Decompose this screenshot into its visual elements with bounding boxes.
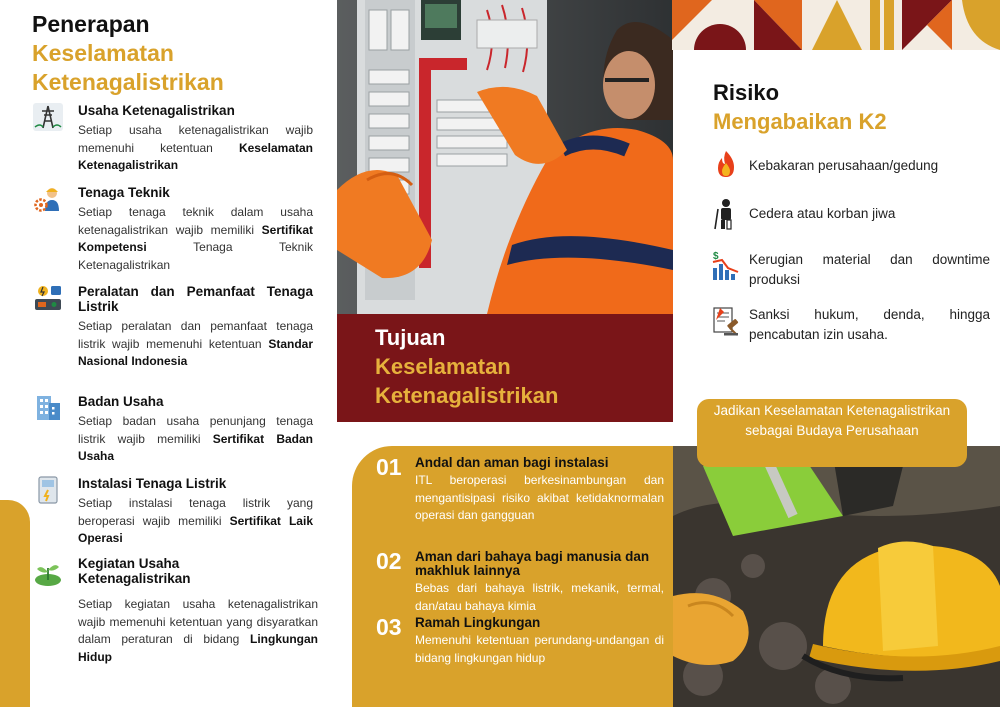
risk-text: Sanksi hukum, denda, hingga pencabutan izin usaha. — [749, 307, 990, 342]
item-heading: Badan Usaha — [78, 394, 164, 409]
geometric-pattern-graphic — [672, 0, 1000, 50]
item-text: Setiap usaha ketenagalistrikan wajib memenuhi ketentuan Keselamatan Ketenagalistrikan — [78, 123, 313, 172]
goals-panel — [352, 446, 673, 707]
title-line-3: Ketenagalistrikan — [32, 69, 224, 95]
risiko-line-1: Risiko — [713, 80, 780, 105]
goal-item — [352, 616, 664, 667]
electrical-equipment-icon — [33, 284, 63, 312]
electrician-illustration — [337, 0, 673, 314]
svg-text:$: $ — [713, 251, 719, 262]
goal-number: 02 — [376, 548, 402, 574]
goal-item — [352, 550, 664, 615]
goal-text: Bebas dari bahaya listrik, mekanik, termal, dan/atau bahaya kimia — [415, 581, 664, 613]
risiko-title — [713, 78, 887, 136]
eco-plant-icon — [33, 560, 63, 588]
helmet-photo — [673, 446, 1000, 707]
goal-number: 01 — [376, 454, 402, 480]
goal-number: 03 — [376, 614, 402, 640]
item-tenaga-teknik — [33, 185, 313, 274]
risk-text: Kebakaran perusahaan/gedung — [749, 158, 939, 173]
electrician-photo — [337, 0, 673, 314]
left-panel — [0, 0, 336, 707]
tujuan-banner — [337, 314, 673, 422]
financial-loss-chart-icon — [710, 250, 742, 282]
title-line-1: Penerapan — [32, 11, 150, 37]
item-usaha-ketenagalistrikan — [33, 103, 313, 175]
goal-item — [352, 456, 664, 525]
risk-item — [710, 190, 990, 224]
hardhat-illustration — [673, 446, 1000, 707]
goal-heading: Andal dan aman bagi instalasi — [415, 455, 609, 470]
risiko-line-2: Mengabaikan K2 — [713, 109, 887, 134]
goal-text: Memenuhi ketentuan perundang-undangan di bidang lingkungan hidup — [415, 633, 664, 665]
item-text: Setiap peralatan dan pemanfaat tenaga listrik wajib memenuhi ketentuan Standar Nasional Indonesia — [78, 319, 313, 368]
item-text: Setiap kegiatan usaha ketenagalistrikan wajib memenuhi ketentuan yang disyaratkan dalam peraturan di bidang Lingkungan Hidup — [78, 597, 318, 664]
item-peralatan — [33, 284, 313, 371]
item-instalasi — [33, 476, 313, 548]
item-text: Setiap badan usaha penunjang tenaga listrik wajib memiliki Sertifikat Badan Usaha — [78, 414, 313, 463]
risk-item — [710, 250, 990, 290]
item-text: Setiap instalasi tenaga listrik yang beroperasi wajib memiliki Sertifikat Laik Operasi — [78, 496, 313, 545]
decorative-pattern — [672, 0, 1000, 50]
slogan-badge: Jadikan Keselamatan Ketenagalistrikan sebagai Budaya Perusahaan — [697, 399, 967, 467]
goal-text: ITL beroperasi berkesinambungan dan mengantisipasi risiko akibat ketidaknormalan operasi dan gangguan — [415, 473, 664, 522]
risk-item — [710, 305, 990, 345]
tujuan-line-1: Tujuan — [375, 325, 446, 350]
risk-text: Kerugian material dan downtime produksi — [749, 252, 990, 287]
item-heading: Instalasi Tenaga Listrik — [78, 476, 227, 491]
item-heading: Peralatan dan Pemanfaat Tenaga Listrik — [78, 284, 313, 314]
fire-icon — [710, 149, 742, 181]
item-kegiatan-usaha — [33, 556, 318, 666]
item-heading: Kegiatan Usaha Ketenagalistrikan — [78, 556, 191, 586]
engineer-gear-icon — [33, 185, 63, 213]
item-text: Setiap tenaga teknik dalam usaha ketenagalistrikan wajib memiliki Sertifikat Kompetensi Tenaga Teknik Ketenagalistrikan — [78, 205, 313, 272]
tujuan-line-3: Ketenagalistrikan — [375, 383, 559, 408]
item-heading: Usaha Ketenagalistrikan — [78, 103, 235, 118]
tujuan-line-2: Keselamatan — [375, 354, 511, 379]
title-line-2: Keselamatan — [32, 40, 174, 66]
injured-person-icon — [710, 190, 742, 238]
office-building-icon — [33, 394, 63, 422]
risk-text: Cedera atau korban jiwa — [749, 206, 896, 221]
power-tower-icon — [33, 103, 63, 131]
item-heading: Tenaga Teknik — [78, 185, 170, 200]
goal-heading: Ramah Lingkungan — [415, 615, 541, 630]
gold-accent-shape — [0, 500, 30, 707]
electric-meter-icon — [33, 476, 63, 504]
penerapan-title — [32, 10, 224, 97]
legal-document-gavel-icon — [710, 305, 742, 337]
risk-item — [710, 149, 990, 176]
goal-heading: Aman dari bahaya bagi manusia dan makhluk lainnya — [415, 549, 650, 578]
item-badan-usaha — [33, 394, 313, 466]
